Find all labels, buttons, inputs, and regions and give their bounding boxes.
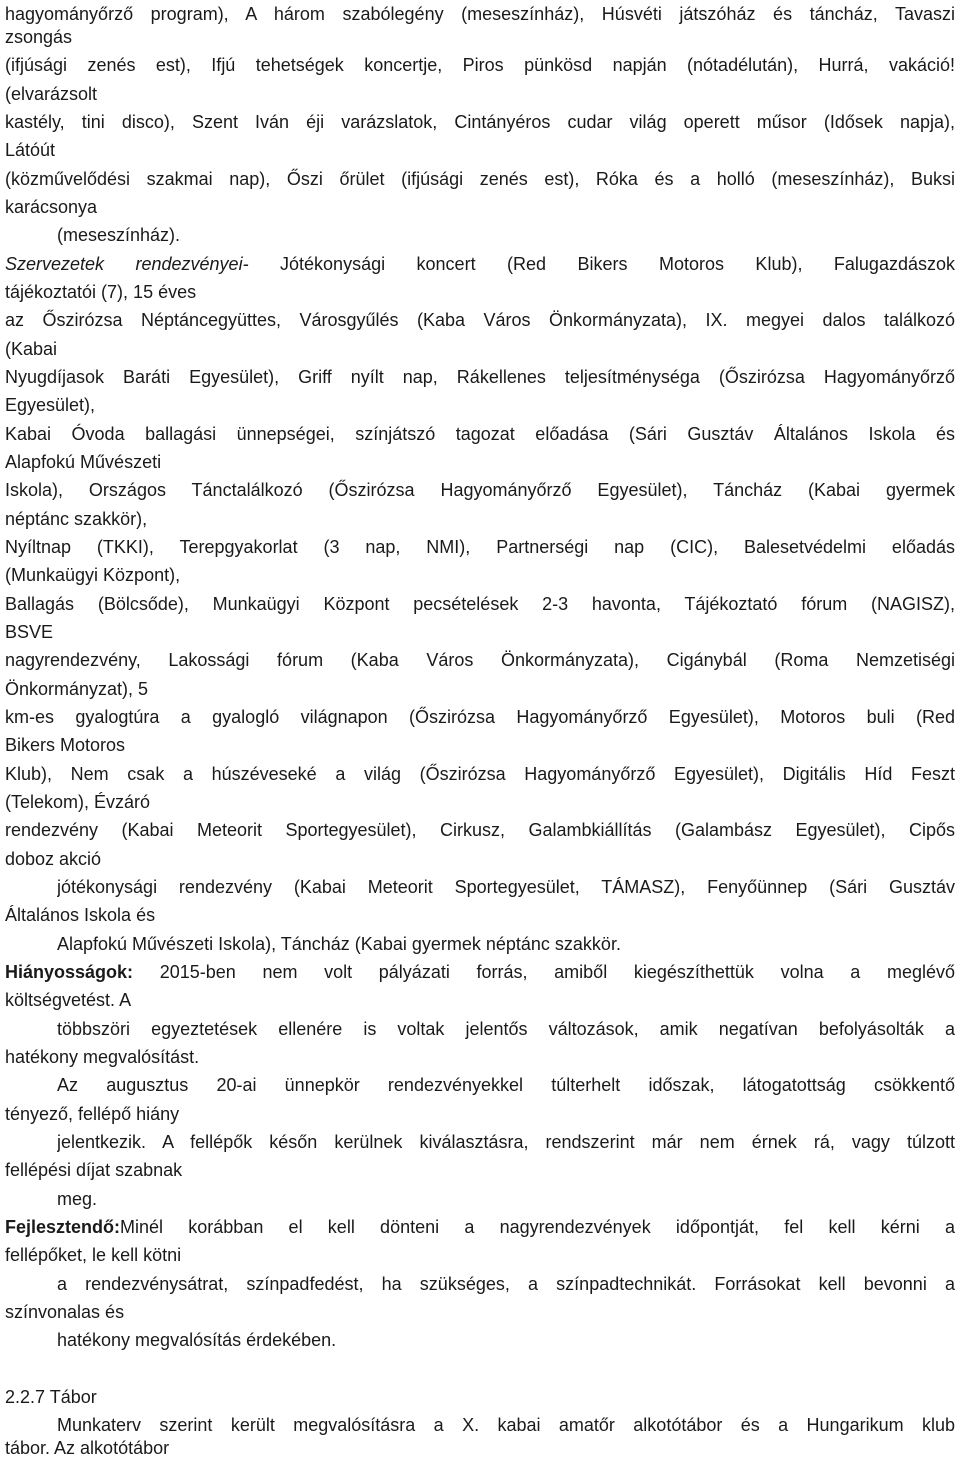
section-heading: 2.2.7 Tábor [5,1387,97,1407]
text-line: (közművelődési szakmai nap), Őszi őrület (ifjúsági zenés est), Róka és a holló (meseszínház), Buksi [5,169,955,189]
text-line: Munkaterv szerint került megvalósításra a X. kabai amatőr alkotótábor és a Hungarikum klub [57,1415,955,1435]
text-line: rendezvény (Kabai Meteorit Sportegyesület), Cirkusz, Galambkiállítás (Galambász Egyesület), Cipős [5,820,955,840]
text-run: Jótékonysági koncert (Red Bikers Motoros Klub), Falugazdászok [248,254,955,274]
text-line: Önkormányzat), 5 [5,679,149,699]
text-line: Bikers Motoros [5,735,126,755]
text-line: BSVE [5,622,54,642]
text-line [5,958,955,986]
text-line: Ballagás (Bölcsőde), Munkaügyi Központ pecsételések 2-3 havonta, Tájékoztató fórum (NAGISZ), [5,594,955,614]
text-line: költségvetést. A [5,990,132,1010]
text-line: meg. [57,1189,98,1209]
text-line: hatékony megvalósítás érdekében. [57,1330,337,1350]
text-line: kastély, tini disco), Szent Iván éji varázslatok, Cintányéros cudar világ operett műsor (Idősek napja), [5,112,955,132]
text-line: jótékonysági rendezvény (Kabai Meteorit Sportegyesület, TÁMASZ), Fenyőünnep (Sári Gusztáv [57,877,955,897]
section-lead: Hiányosságok: [5,962,134,982]
text-line: doboz akció [5,849,102,869]
text-line: a rendezvénysátrat, színpadfedést, ha szükséges, a színpadtechnikát. Forrásokat kell bevonni a [57,1274,955,1294]
section-lead: Szervezetek rendezvényei- [5,254,249,274]
text-line: színvonalas és [5,1302,125,1322]
text-line: Általános Iskola és [5,905,156,925]
text-line: jelentkezik. A fellépők későn kerülnek kiválasztásra, rendszerint már nem érnek rá, vagy túlzott [57,1132,955,1152]
text-line: (Munkaügyi Központ), [5,565,181,585]
text-line: Alapfokú Művészeti [5,452,162,472]
text-line: tényező, fellépő hiány [5,1104,180,1124]
text-line: nagyrendezvény, Lakossági fórum (Kaba Város Önkormányzata), Cigánybál (Roma Nemzetiségi [5,650,955,670]
text-line: Egyesület), [5,395,96,415]
text-line: (Kabai [5,339,58,359]
text-line: zsongás [5,27,73,47]
text-line: hagyományőrző program), A három szabólegény (meseszínház), Húsvéti játszóház és táncház, Tavaszi [5,4,955,24]
text-line: fellépőket, le kell kötni [5,1245,182,1265]
text-line: Az augusztus 20-ai ünnepkör rendezvényekkel túlterhelt időszak, látogatottság csökkentő [57,1075,955,1095]
text-line: az Őszirózsa Néptáncegyüttes, Városgyűlés (Kaba Város Önkormányzata), IX. megyei dalos találkozó [5,310,955,330]
text-line: km-es gyalogtúra a gyalogló világnapon (Őszirózsa Hagyományőrző Egyesület), Motoros buli (Red [5,707,955,727]
text-line: tábor. Az alkotótábor [5,1438,170,1458]
text-line: (Telekom), Évzáró [5,792,151,812]
text-line: néptánc szakkör), [5,509,148,529]
text-line [5,250,955,278]
text-line: Alapfokú Művészeti Iskola), Táncház (Kabai gyermek néptánc szakkör. [57,934,621,954]
text-line: Nyíltnap (TKKI), Terepgyakorlat (3 nap, NMI), Partnerségi nap (CIC), Balesetvédelmi előadás [5,537,955,557]
text-line: Látóút [5,140,56,160]
text-line: (elvarázsolt [5,84,98,104]
text-line: fellépési díjat szabnak [5,1160,183,1180]
text-run: Minél korábban el kell dönteni a nagyrendezvények időpontját, fel kell kérni a [120,1217,955,1237]
text-line: Nyugdíjasok Baráti Egyesület), Griff nyílt nap, Rákellenes teljesítménységa (Őszirózsa Hagyományőrző [5,367,955,387]
section-lead: Fejlesztendő: [5,1217,121,1237]
text-line: (ifjúsági zenés est), Ifjú tehetségek koncertje, Piros pünkösd napján (nótadélután), Hurrá, vakáció! [5,55,955,75]
text-line: többszöri egyeztetések ellenére is voltak jelentős változások, amik negatívan befolyásolták a [57,1019,955,1039]
text-line: karácsonya [5,197,98,217]
text-line: Kabai Óvoda ballagási ünnepségei, színjátszó tagozat előadása (Sári Gusztáv Általános Iskola és [5,424,955,444]
text-line: (meseszínház). [57,225,181,245]
text-line: Iskola), Országos Tánctalálkozó (Őszirózsa Hagyományőrző Egyesület), Táncház (Kabai gyermek [5,480,955,500]
text-line: Klub), Nem csak a húszéveseké a világ (Őszirózsa Hagyományőrző Egyesület), Digitális Híd Feszt [5,764,955,784]
text-line: hatékony megvalósítást. [5,1047,200,1067]
text-run: 2015-ben nem volt pályázati forrás, amiből kiegészíthettük volna a meglévő [133,962,955,982]
text-line: tájékoztatói (7), 15 éves [5,282,197,302]
text-line [5,1213,955,1241]
